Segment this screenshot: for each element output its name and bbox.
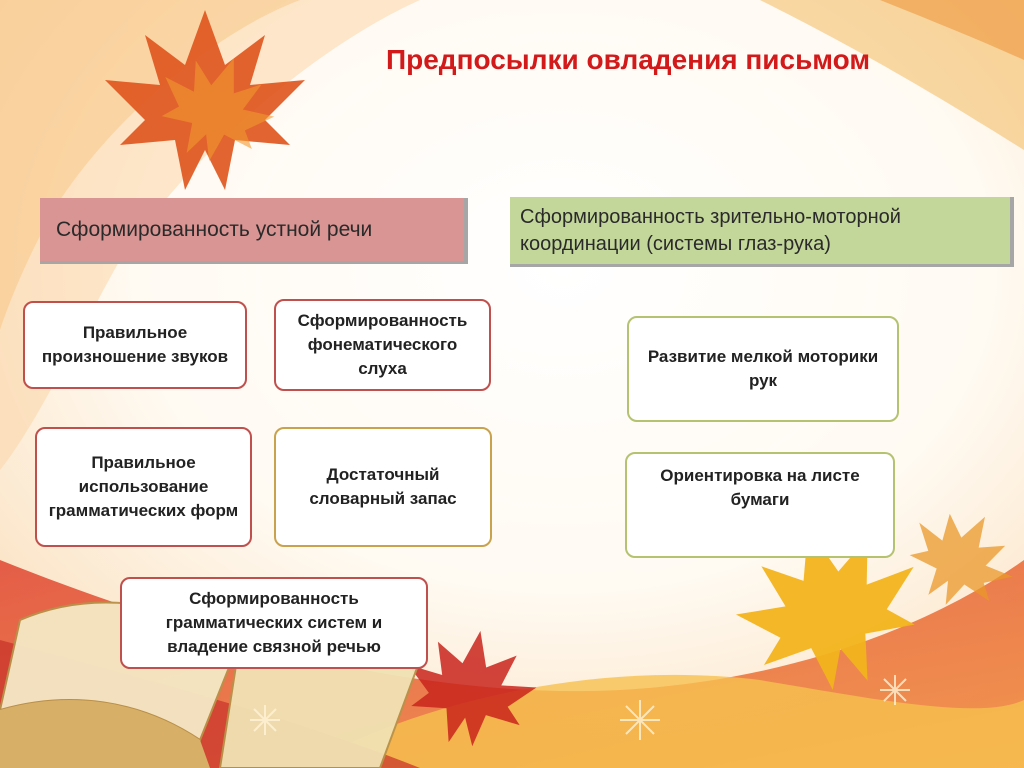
header-visual-motor: Сформированность зрительно-моторной координации (системы глаз-рука) [510, 197, 1014, 267]
box-phonemic-hearing: Сформированность фонематического слуха [274, 299, 491, 391]
header-oral-speech: Сформированность устной речи [40, 198, 468, 264]
box-vocabulary: Достаточный словарный запас [274, 427, 492, 547]
slide-title: Предпосылки овладения письмом [386, 44, 871, 75]
box-fine-motor: Развитие мелкой моторики рук [627, 316, 899, 422]
box-grammar-forms: Правильное использование грамматических форм [35, 427, 252, 547]
box-paper-orientation: Ориентировка на листе бумаги [625, 452, 895, 558]
box-coherent-speech: Сформированность грамматических систем и владение связной речью [120, 577, 428, 669]
box-pronunciation: Правильное произношение звуков [23, 301, 247, 389]
